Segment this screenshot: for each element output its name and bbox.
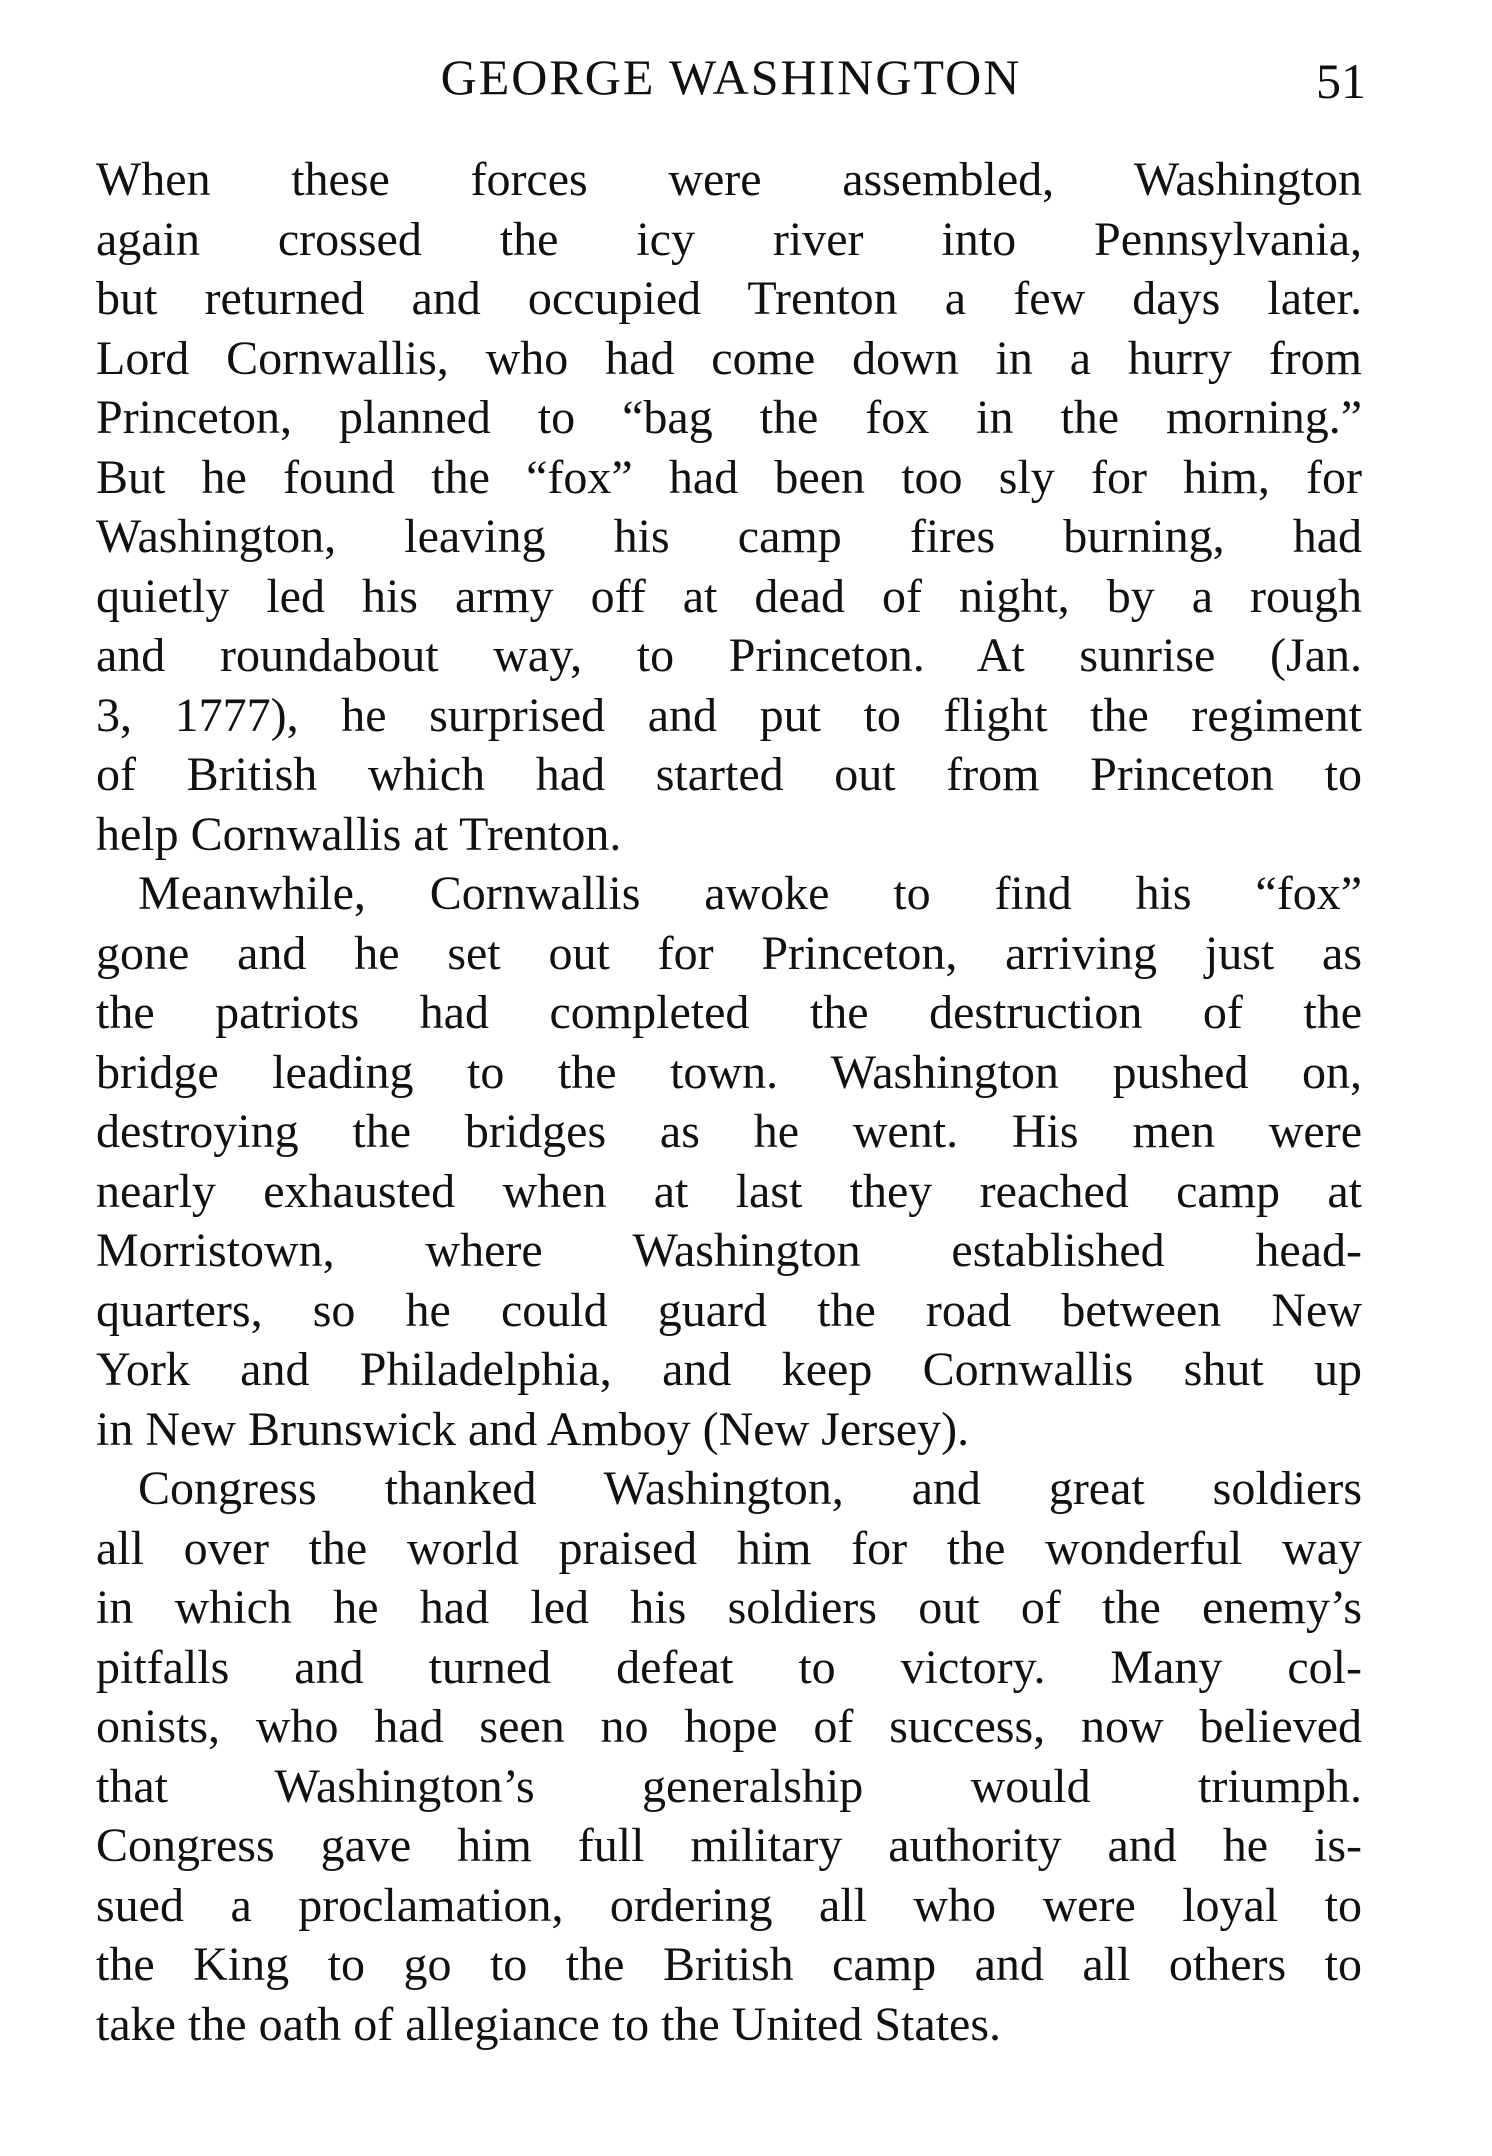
paragraph-2 — [96, 864, 1362, 1459]
text-line: Congress thanked Washington, and great soldiers — [138, 1462, 1362, 1515]
text-line: Congress gave him full military authority and he is- — [96, 1819, 1362, 1872]
text-line: Lord Cornwallis, who had come down in a hurry from — [96, 331, 1362, 385]
running-head — [96, 42, 1366, 112]
text-line: of British which had started out from Princeton to — [96, 748, 1362, 801]
running-title: GEORGE WASHINGTON — [440, 49, 1022, 105]
text-line: Washington, leaving his camp fires burning, had — [96, 510, 1362, 563]
text-line: quarters, so he could guard the road between New — [96, 1283, 1362, 1337]
text-line: again crossed the icy river into Pennsylvania, — [96, 212, 1362, 266]
text-line: that Washington’s generalship would triumph. — [96, 1759, 1362, 1813]
text-line: Princeton, planned to “bag the fox in the morning.” — [96, 391, 1362, 444]
body-text — [96, 150, 1362, 2054]
text-line: Meanwhile, Cornwallis awoke to find his “fox” — [138, 867, 1362, 920]
text-line: sued a proclamation, ordering all who were loyal to — [96, 1878, 1362, 1932]
text-line: Morristown, where Washington established head- — [96, 1224, 1362, 1277]
text-line: in New Brunswick and Amboy (New Jersey). — [96, 1402, 970, 1456]
text-line: help Cornwallis at Trenton. — [96, 807, 622, 861]
text-line: the patriots had completed the destruction of the — [96, 986, 1362, 1039]
text-line: take the oath of allegiance to the United States. — [96, 1997, 1002, 2051]
text-line: pitfalls and turned defeat to victory. Many col- — [96, 1640, 1362, 1694]
text-line: gone and he set out for Princeton, arriving just as — [96, 926, 1362, 980]
text-line: the King to go to the British camp and all others to — [96, 1938, 1362, 1991]
paragraph-1 — [96, 150, 1362, 864]
text-line: onists, who had seen no hope of success, now believed — [96, 1700, 1362, 1753]
text-line: and roundabout way, to Princeton. At sunrise (Jan. — [96, 629, 1362, 682]
text-line: When these forces were assembled, Washington — [96, 153, 1362, 206]
text-line: destroying the bridges as he went. His men were — [96, 1105, 1362, 1158]
text-line: quietly led his army off at dead of night, by a rough — [96, 569, 1362, 623]
page-number: 51 — [1316, 53, 1366, 109]
text-line: nearly exhausted when at last they reached camp at — [96, 1164, 1362, 1218]
text-line: in which he had led his soldiers out of the enemy’s — [96, 1581, 1362, 1634]
text-line: But he found the “fox” had been too sly for him, for — [96, 450, 1362, 504]
text-line: all over the world praised him for the wonderful way — [96, 1521, 1362, 1575]
paragraph-3 — [96, 1459, 1362, 2054]
text-line: York and Philadelphia, and keep Cornwallis shut up — [96, 1343, 1362, 1396]
text-line: 3, 1777), he surprised and put to flight the regiment — [96, 688, 1362, 742]
text-line: bridge leading to the town. Washington pushed on, — [96, 1045, 1362, 1099]
text-line: but returned and occupied Trenton a few days later. — [96, 272, 1362, 325]
